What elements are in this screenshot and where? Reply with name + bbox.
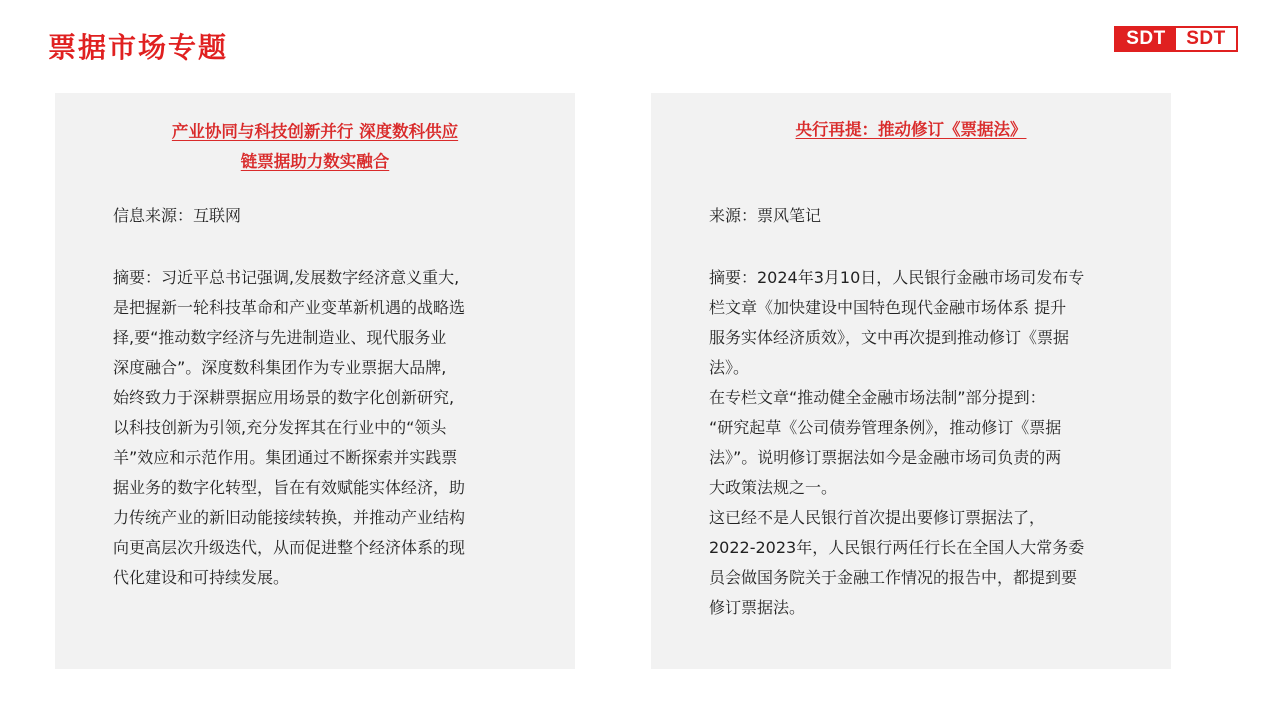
body-line: 员会做国务院关于金融工作情况的报告中，都提到要 xyxy=(709,568,1078,587)
body-line: 大政策法规之一。 xyxy=(709,478,838,497)
body-line: 深度融合”。深度数科集团作为专业票据大品牌, xyxy=(113,358,447,377)
body-line: 服务实体经济质效》，文中再次提到推动修订《票据 xyxy=(709,328,1070,347)
article-source-left: 信息来源：互联网 xyxy=(113,206,242,225)
body-line: 择,要“推动数字经济与先进制造业、现代服务业 xyxy=(113,328,447,347)
body-line: 修订票据法。 xyxy=(709,598,806,617)
body-line: 这已经不是人民银行首次提出要修订票据法了， xyxy=(709,508,1046,527)
article-source-right: 来源：票风笔记 xyxy=(709,206,822,225)
body-line: “研究起草《公司债券管理条例》，推动修订《票据 xyxy=(709,418,1062,437)
article-title-left-line1[interactable]: 产业协同与科技创新并行 深度数科供应 xyxy=(171,122,459,141)
article-card-left xyxy=(55,93,575,669)
body-line: 是把握新一轮科技革命和产业变革新机遇的战略选 xyxy=(113,298,466,317)
logo-text-left: SDT xyxy=(1116,28,1176,50)
body-line: 2022-2023年，人民银行两任行长在全国人大常务委 xyxy=(709,538,1085,557)
article-body-right xyxy=(709,263,1134,623)
article-title-left[interactable] xyxy=(85,117,545,177)
body-line: 在专栏文章“推动健全金融市场法制”部分提到： xyxy=(709,388,1046,407)
article-body-left xyxy=(113,263,538,593)
body-line: 代化建设和可持续发展。 xyxy=(113,568,290,587)
body-line: 法》。 xyxy=(709,358,750,377)
article-title-right-text[interactable]: 央行再提：推动修订《票据法》 xyxy=(795,120,1027,139)
sdt-logo xyxy=(1114,26,1238,52)
article-title-right[interactable] xyxy=(681,115,1141,145)
page-title: 票据市场专题 xyxy=(48,31,229,64)
article-card-right xyxy=(651,93,1171,669)
article-title-left-line2[interactable]: 链票据助力数实融合 xyxy=(240,152,390,171)
body-line: 据业务的数字化转型，旨在有效赋能实体经济，助 xyxy=(113,478,466,497)
body-line: 法》”。说明修订票据法如今是金融市场司负责的两 xyxy=(709,448,1062,467)
body-line: 向更高层次升级迭代，从而促进整个经济体系的现 xyxy=(113,538,466,557)
body-line: 以科技创新为引领,充分发挥其在行业中的“领头 xyxy=(113,418,447,437)
body-line: 摘要：习近平总书记强调,发展数字经济意义重大, xyxy=(113,268,460,287)
body-line: 羊”效应和示范作用。集团通过不断探索并实践票 xyxy=(113,448,458,467)
body-line: 力传统产业的新旧动能接续转换，并推动产业结构 xyxy=(113,508,466,527)
body-line: 始终致力于深耕票据应用场景的数字化创新研究, xyxy=(113,388,455,407)
body-line: 摘要：2024年3月10日，人民银行金融市场司发布专 xyxy=(709,268,1085,287)
logo-text-right: SDT xyxy=(1176,28,1236,50)
body-line: 栏文章《加快建设中国特色现代金融市场体系 提升 xyxy=(709,298,1067,317)
